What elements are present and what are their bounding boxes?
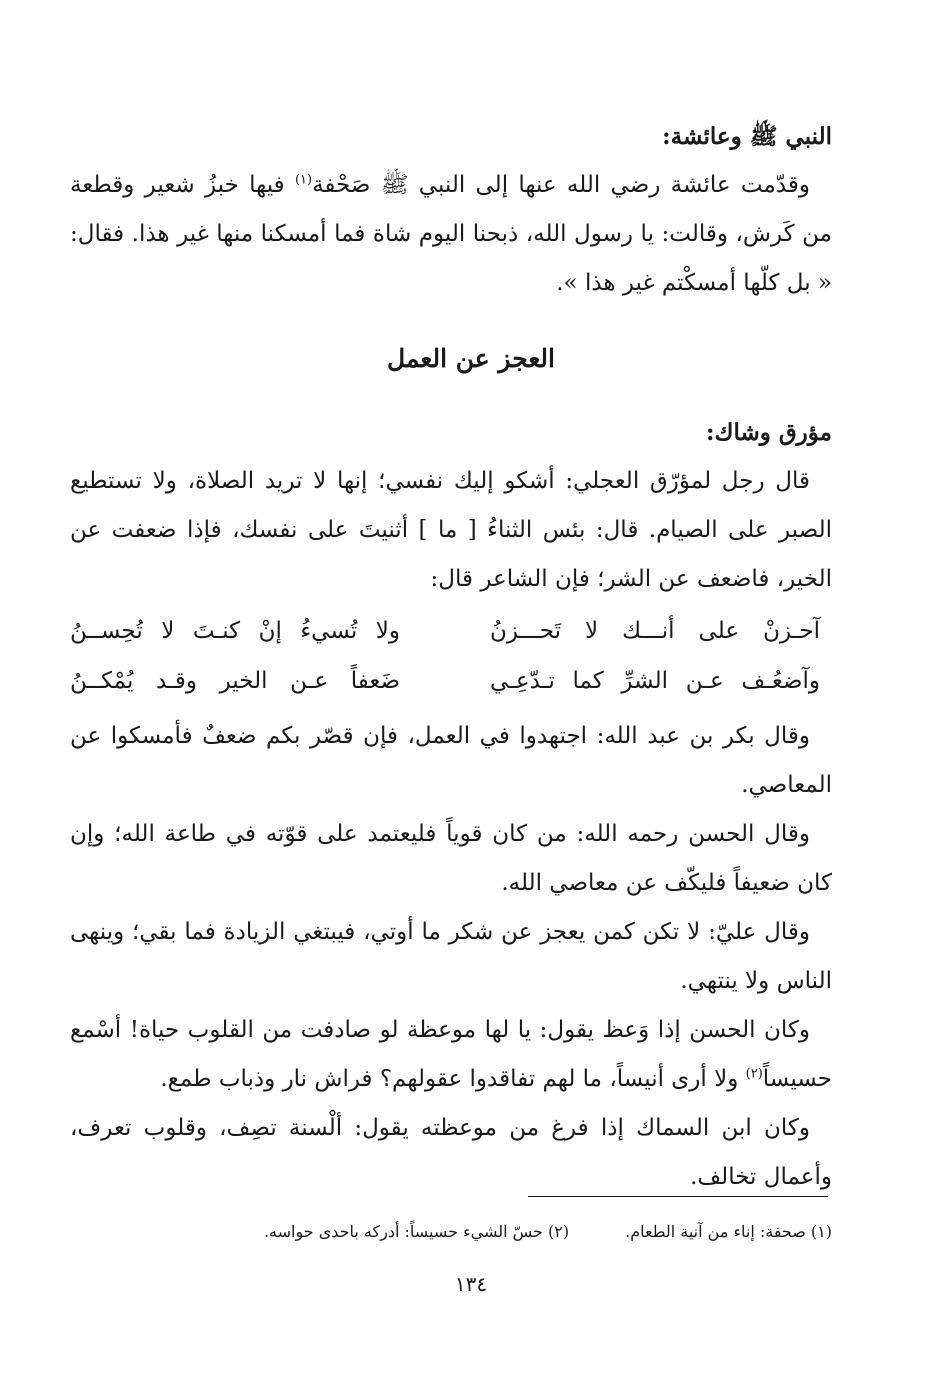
footnote-mark-2: (٢) xyxy=(745,1066,763,1082)
section-title: العجز عن العمل xyxy=(387,344,555,373)
main-text-block xyxy=(70,408,832,1202)
paragraph-hasan-sermon: وكان الحسن إذا وَعظ يقول: يا لها موعظة لو صادفت من القلوب حياة! أسْمع حسيساً$^{(٢)}$ ولا أرى أنيساً، ما لهم تفاقدوا عقولهم؟ فراش نار وذباب طمع. xyxy=(70,1017,832,1092)
paragraph-hasan: وقال الحسن رحمه الله: من كان قوياً فليعتمد على قوّته في طاعة الله؛ وإن كان ضعيفاً فليكّف عن معاصي الله. xyxy=(70,821,832,896)
paragraph-ali: وقال عليّ: لا تكن كمن يعجز عن شكر ما أوتي، فيبتغي الزيادة فما بقي؛ وينهى الناس ولا ينتهي. xyxy=(70,919,832,994)
footnotes xyxy=(70,1218,832,1246)
paragraph-ibn-sammak: وكان ابن السماك إذا فرغ من موعظته يقول: ألْسنة تصِف، وقلوب تعرف، وأعمال تخالف. xyxy=(70,1115,832,1190)
top-text-block xyxy=(70,112,832,308)
subheading-muwarriq: مؤرق وشاك: xyxy=(706,419,832,446)
page-number: ١٣٤ xyxy=(454,1272,488,1296)
footnote-2: (٢) حسّ الشيء حسيساً: أدركه باحدى حواسه. xyxy=(263,1222,570,1241)
subheading-prophet-aisha: النبي ﷺ وعائشة: xyxy=(662,123,832,150)
paragraph-aisha: وقدّمت عائشة رضي الله عنها إلى النبي ﷺ صَحْفة$^{(١)}$ فيها خبزُ شعير وقطعة من كَرش، وقالت: يا رسول الله، ذبحنا اليوم شاة فما أمسكنا منها غير هذا. فقال: « بل كلّها أمسكْتم غير هذا ». xyxy=(70,172,832,296)
poem-hemistich-first: وآضعُـف عـن الشرِّ كما تـدّعِـي xyxy=(490,668,820,694)
paragraph-muwarriq: قال رجل لمؤرّق العجلي: أشكو إليك نفسي؛ إنها لا تريد الصلاة، ولا تستطيع الصبر على الصيام. قال: بئس الثناءُ [ ما ] أثنيتَ على نفسك، فإذا ضعفت عن الخير، فاضعف عن الشر؛ فإن الشاعر قال: xyxy=(70,468,832,592)
footnote-divider xyxy=(528,1196,828,1197)
poem-hemistich-second: ضَعفاً عـن الخير وقـد يُمْكــنُ xyxy=(70,668,400,694)
footnote-mark-1: (١) xyxy=(294,172,313,188)
poem-verse xyxy=(70,606,832,656)
poem-verse xyxy=(70,656,832,706)
footnote-1: (١) صحفة: إناء من آنية الطعام. xyxy=(625,1222,832,1241)
paragraph-bakr: وقال بكر بن عبد الله: اجتهدوا في العمل، فإن قصّر بكم ضعفٌ فأمسكوا عن المعاصي. xyxy=(70,723,832,798)
poem xyxy=(70,606,832,706)
poem-hemistich-first: آحـزنْ على أنـــك لا تَحـــزنُ xyxy=(490,618,820,644)
poem-hemistich-second: ولا تُسيءُ إنْ كنـتَ لا تُحِســنُ xyxy=(70,618,400,644)
